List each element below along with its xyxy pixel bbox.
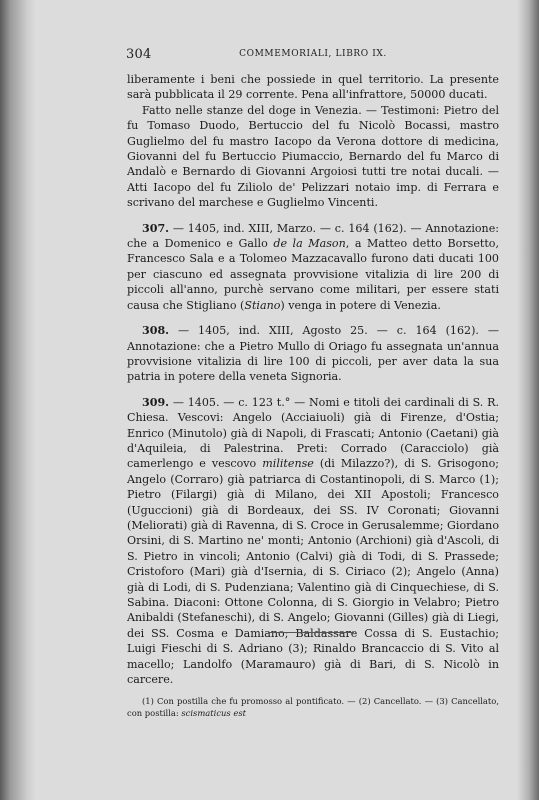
entry-number: 309.: [142, 395, 170, 409]
running-title: COMMEMORIALI, LIBRO IX.: [239, 49, 387, 59]
entry-text: — 1405. — c. 123 t.° — Nomi e titoli dei cardinali di S. R. Chiesa. Vescovi: Angelo (Acciaiuoli) già di Firenze, d'Ostia; Enrico (Minutolo) già di Napoli, di Frascati; Antonio (Caetani) già d'Aquileia, di Palestrina. Preti: Corrado (Caracciolo) già camerlengo e vescovo: [127, 395, 499, 471]
witnesses-paragraph: Fatto nelle stanze del doge in Venezia. — Testimoni: Pietro del fu Tomaso Duodo, Bertuccio del fu Nicolò Bocassi, mastro Guglielmo del fu mastro Iacopo da Verona dottore di medicina, Giovanni del fu Bertuccio Piumaccio, Bernardo del fu Marco di Andalò e Bernardo di Giovanni Argoiosi tutti tre notai ducali. — Atti Iacopo del fu Ziliolo de' Pelizzari notaio imp. di Ferrara e scrivano del marchese e Guglielmo Vincenti.: [127, 103, 499, 210]
entry-307: [127, 221, 499, 313]
page-number: 304: [126, 47, 152, 62]
main-text: [127, 72, 499, 728]
page-header: [126, 47, 500, 63]
footnote-italic-text: scismaticus est: [181, 708, 246, 719]
continuation-paragraph: liberamente i beni che possiede in quel territorio. La presente sarà pubblicata il 29 corrente. Pena all'infrattore, 50000 ducati.: [127, 73, 499, 102]
entry-309: [127, 395, 499, 688]
entry-text: (di Milazzo?), di S. Grisogono; Angelo (Corraro) già patriarca di Costantinopoli, di S. Marco (1); Pietro (Filargi) già di Milano, dei XII Apostoli; Francesco (Uguccioni) già di Bordeaux, dei SS. IV Coronati; Giovanni (Meliorati) già di Ravenna, di S. Croce in Gerusalemme; Giordano Orsini, di S. Martino ne' monti; Antonio (Archioni) già d'Ascoli, di S. Pietro in vincoli; Antonio (Calvi) già di Todi, di S. Prassede; Cristoforo (Mari) già d'Isernia, di S. Ciriaco (2); Angelo (Anna) già di Lodi, di S. Pudenziana; Valentino già di Cinquechiese, di S. Sabina. Diaconi: Ottone Colonna, di S. Giorgio in Velabro; Pietro Anibaldi (Stefaneschi), di S. Angelo; Giovanni (Gilles) già di Liegi, dei SS. Cosma e Damiano; Baldassare Cossa di S. Eustachio; Luigi Fieschi di S. Adriano (3); Rinaldo Brancaccio di S. Vito al macello; Landolfo (Maramauro) già di Bari, di S. Nicolò in carcere.: [127, 457, 499, 687]
entry-308: [127, 323, 499, 385]
entry-text: — 1405, ind. XIII, Marzo. — c. 164 (162). — Annotazione: che a Domenico e Gallo: [127, 221, 499, 251]
entry-text: — 1405, ind. XIII, Agosto 25. — c. 164 (162). — Annotazione: che a Pietro Mullo di Oriago fu assegnata un'annua provvisione vitalizia di lire 100 di piccoli, per aver data la sua patria in potere della veneta Signoria.: [127, 324, 499, 384]
entry-italic-text: de la Mason: [273, 237, 346, 251]
footnote-text: (1) Con postilla che fu promosso al pontificato. — (2) Cancellato. — (3) Cancellato, con postilla:: [127, 696, 499, 719]
end-rule: [268, 632, 354, 633]
entry-italic-text: Stiano: [244, 298, 281, 312]
entry-number: 307.: [142, 221, 170, 235]
entry-number: 308.: [142, 324, 170, 338]
footnotes: [127, 695, 499, 719]
entry-text: ) venga in potere di Venezia.: [280, 298, 441, 312]
entry-italic-text: militense: [262, 457, 314, 471]
entry-text: , a Matteo detto Borsetto, Francesco Sala e a Tolomeo Mazzacavallo furono dati ducati 100 per ciascuno ed assegnata provvisione vitalizia di lire 200 di piccoli all'anno, purchè servano come militari, per essere stati causa che Stigliano (: [127, 237, 500, 312]
